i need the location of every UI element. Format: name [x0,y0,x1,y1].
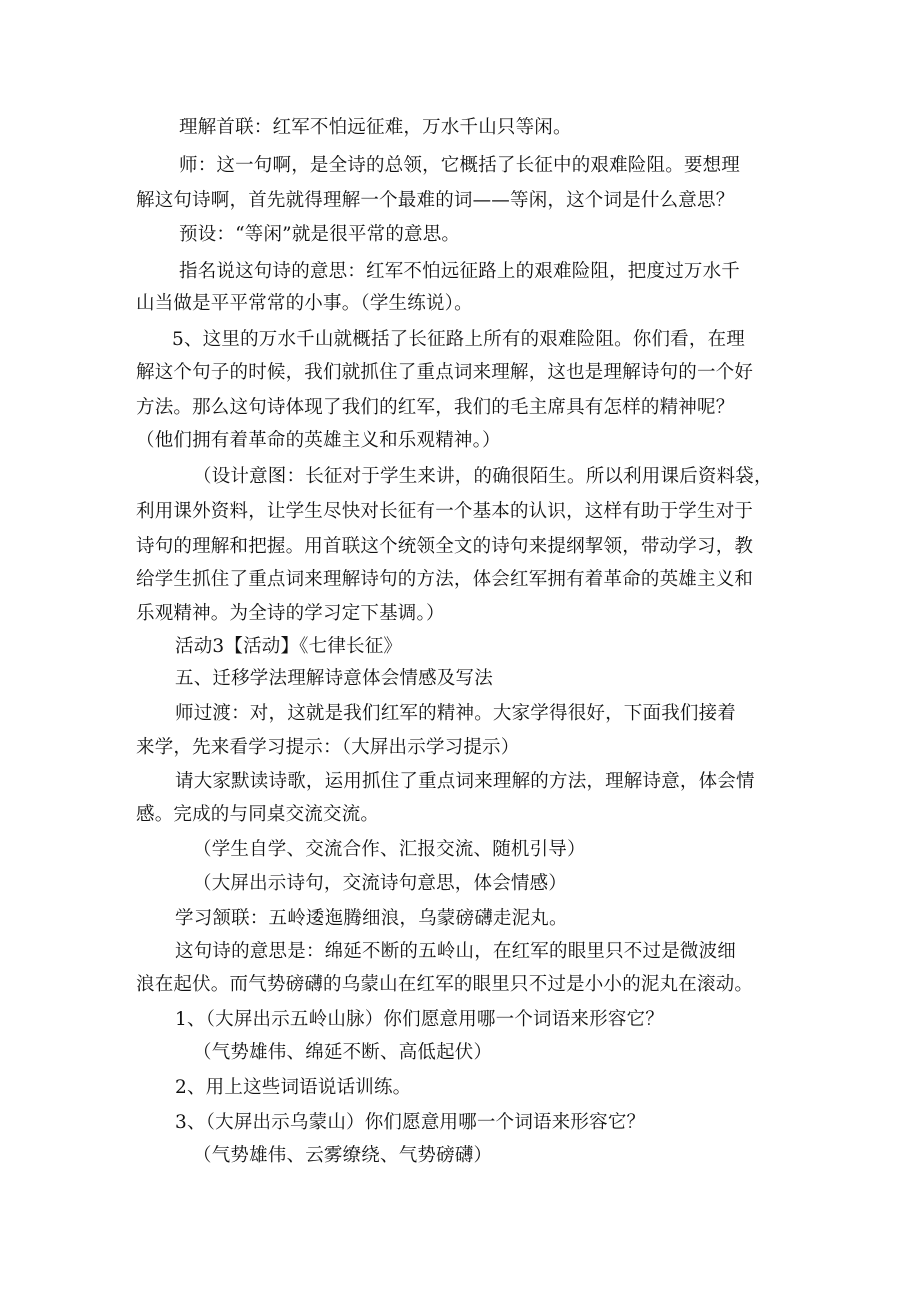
text-line: 学习颔联：五岭逶迤腾细浪，乌蒙磅礴走泥丸。 [175,908,568,929]
text-line: 感。完成的与同桌交流交流。 [136,804,380,825]
activity-heading: 活动3【活动】《七律长征》 [175,636,403,657]
text-line: 方法。那么这句诗体现了我们的红军，我们的毛主席具有怎样的精神呢？ [136,397,735,418]
text-line: 浪在起伏。而气势磅礴的乌蒙山在红军的眼里只不过是小小的泥丸在滚动。 [136,974,754,995]
text-line: （他们拥有着革命的英雄主义和乐观精神。） [136,430,501,451]
text-line: （气势雄伟、云雾缭绕、气势磅礴） [193,1145,493,1166]
text-line: 这句诗的意思是：绵延不断的五岭山，在红军的眼里只不过是微波细 [175,941,737,962]
text-line: 3、（大屏出示乌蒙山）你们愿意用哪一个词语来形容它？ [175,1112,646,1133]
text-line: 给学生抓住了重点词来理解诗句的方法，体会红军拥有着革命的英雄主义和 [136,569,754,590]
text-line: （大屏出示诗句，交流诗句意思，体会情感） [193,873,568,894]
text-line: 指名说这句诗的意思：红军不怕远征路上的艰难险阻，把度过万水千 [179,261,741,282]
text-line: 理解首联：红军不怕远征难，万水千山只等闲。 [179,117,572,138]
text-line: （气势雄伟、绵延不断、高低起伏） [193,1042,493,1063]
section-heading: 五、迁移学法理解诗意体会情感及写法 [175,668,493,689]
text-line: 5、这里的万水千山就概括了长征路上所有的艰难险阻。你们看，在理 [172,329,745,350]
text-line: 2、用上这些词语说话训练。 [175,1077,412,1098]
text-line: 预设：“等闲”就是很平常的意思。 [179,224,461,245]
text-line: 师过渡：对，这就是我们红军的精神。大家学得很好，下面我们接着 [175,703,737,724]
text-line: （设计意图：长征对于学生来讲，的确很陌生。所以利用课后资料袋， [193,466,773,487]
text-line: 乐观精神。为全诗的学习定下基调。） [136,603,445,624]
text-line: 解这句诗啊，首先就得理解一个最难的词——等闲，这个词是什么意思？ [136,190,735,211]
text-line: 解这个句子的时候，我们就抓住了重点词来理解，这也是理解诗句的一个好 [136,362,754,383]
text-line: 山当做是平平常常的小事。（学生练说）。 [136,293,473,314]
text-line: （学生自学、交流合作、汇报交流、随机引导） [193,839,586,860]
text-line: 1、（大屏出示五岭山脉）你们愿意用哪一个词语来形容它？ [175,1009,664,1030]
text-line: 来学，先来看学习提示：（大屏出示学习提示） [136,737,520,758]
text-line: 师：这一句啊，是全诗的总领，它概括了长征中的艰难险阻。要想理 [179,155,741,176]
text-line: 请大家默读诗歌，运用抓住了重点词来理解的方法，理解诗意，体会情 [175,771,755,792]
text-line: 诗句的理解和把握。用首联这个统领全文的诗句来提纲挈领，带动学习，教 [136,536,754,557]
text-line: 利用课外资料，让学生尽快对长征有一个基本的认识，这样有助于学生对于 [136,501,754,522]
